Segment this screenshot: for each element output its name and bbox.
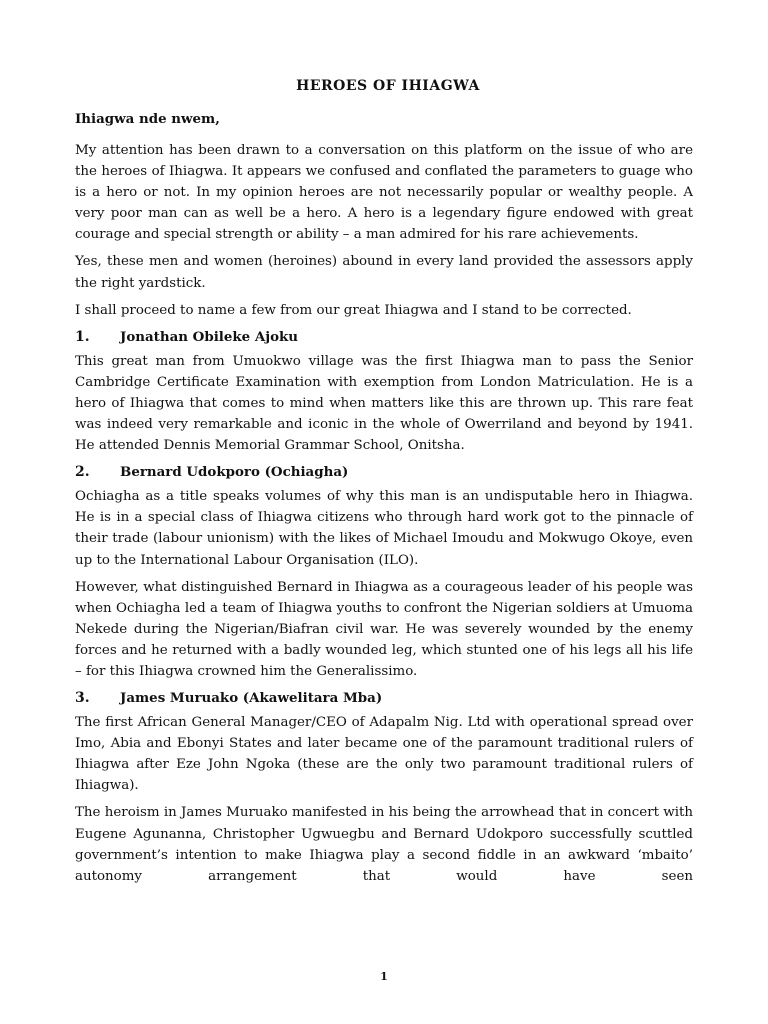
document-title: HEROES OF IHIAGWA xyxy=(296,78,480,94)
section-3-paragraph-1: The first African General Manager/CEO of Adapalm Nig. Ltd with operational spread over Imo, Abia and Ebonyi States and later became one of the paramount traditional rulers of Ihiagwa after Eze John Ngoka (these are the only two paramount traditional rulers of Ihiagwa). xyxy=(75,715,693,794)
section-2-paragraph-2: However, what distinguished Bernard in Ihiagwa as a courageous leader of his people was when Ochiagha led a team of Ihiagwa youths to confront the Nigerian soldiers at Umuoma Nekede during the Nigerian/Biafran civil war. He was severely wounded by the enemy forces and he returned with a badly wounded leg, which stunted one of his legs all his life – for this Ihiagwa crowned him the Generalissimo. xyxy=(75,579,693,679)
document-page xyxy=(75,78,693,893)
section-title: Jonathan Obileke Ajoku xyxy=(120,328,299,345)
section-title: James Muruako (Akawelitara Mba) xyxy=(120,690,383,707)
section-number: 1. xyxy=(75,328,90,345)
section-title: Bernard Udokporo (Ochiagha) xyxy=(120,464,349,481)
section-1-paragraph-1: This great man from Umuokwo village was the first Ihiagwa man to pass the Senior Cambridge Certificate Examination with exemption from London Matriculation. He is a hero of Ihiagwa that comes to mind when matters like this are thrown up. This rare feat was indeed very remarkable and iconic in the whole of Owerriland and beyond by 1941. He attended Dennis Memorial Grammar School, Onitsha. xyxy=(75,353,693,454)
section-heading-3 xyxy=(75,688,693,709)
intro-paragraph-1: My attention has been drawn to a conversation on this platform on the issue of who are the heroes of Ihiagwa. It appears we confused and conflated the parameters to guage who is a hero or not. In my opinion heroes are not necessarily popular or wealthy people. A very poor man can as well be a hero. A hero is a legendary figure endowed with great courage and special strength or ability – a man admired for his rare achievements. xyxy=(75,143,693,243)
intro-paragraph-3: I shall proceed to name a few from our great Ihiagwa and I stand to be corrected. xyxy=(75,302,632,318)
section-heading-2 xyxy=(75,462,693,483)
intro-paragraph-2: Yes, these men and women (heroines) abound in every land provided the assessors apply the right yardstick. xyxy=(75,254,693,291)
page-number: 1 xyxy=(380,970,388,983)
section-2-paragraph-1: Ochiagha as a title speaks volumes of why this man is an undisputable hero in Ihiagwa. He is in a special class of Ihiagwa citizens who through hard work got to the pinnacle of their trade (labour unionism) with the likes of Michael Imoudu and Mokwugo Okoye, even up to the International Labour Organisation (ILO). xyxy=(75,489,693,568)
section-number: 2. xyxy=(75,464,90,481)
section-3-paragraph-2: The heroism in James Muruako manifested in his being the arrowhead that in concert with Eugene Agunanna, Christopher Ugwuegbu and Bernard Udokporo successfully scuttled government’s intention to make Ihiagwa play a second fiddle in an awkward ‘mbaito’ autonomy arrangement that would have seen xyxy=(75,805,693,884)
section-heading-1 xyxy=(75,327,693,348)
salutation: Ihiagwa nde nwem, xyxy=(75,111,220,127)
section-number: 3. xyxy=(75,690,90,707)
